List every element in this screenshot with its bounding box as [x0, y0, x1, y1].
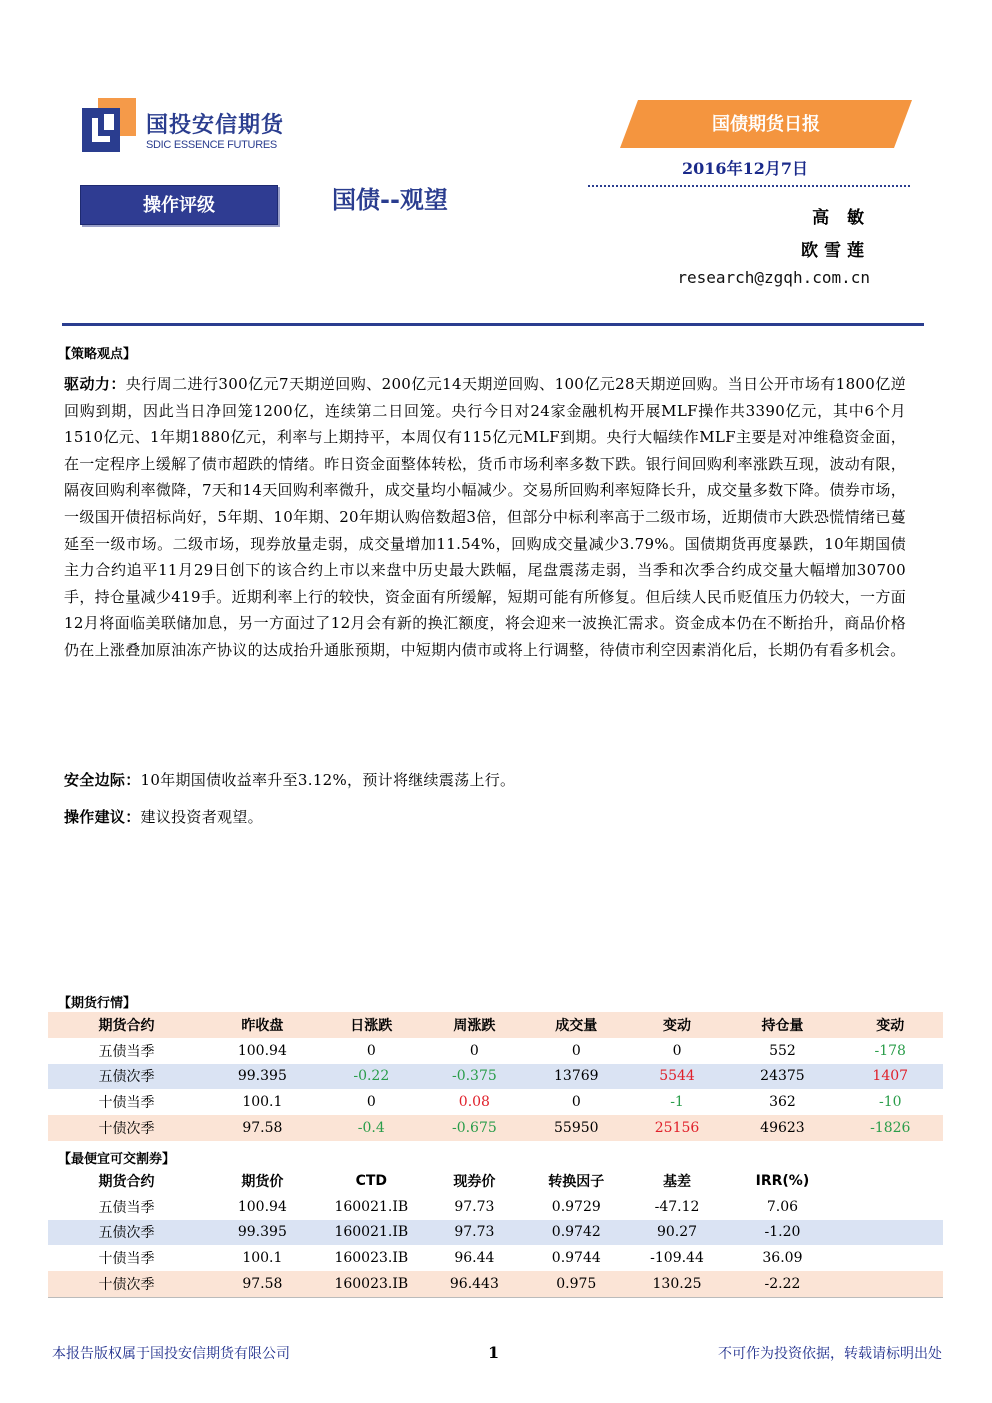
column-header: 期货价 [241, 1173, 284, 1190]
table-cell: 5544 [627, 1064, 728, 1090]
table-cell: 0.975 [526, 1271, 627, 1297]
table-cell: 0 [672, 1042, 682, 1059]
table-row [48, 1038, 943, 1064]
table-cell: 十债当季 [98, 1251, 155, 1268]
table-cell: -1826 [838, 1115, 944, 1141]
column-header: 期货合约 [48, 1012, 205, 1038]
advice-paragraph [64, 804, 906, 831]
table-cell: 0 [366, 1042, 376, 1059]
table-cell [838, 1194, 944, 1220]
table-cell: -0.22 [320, 1064, 423, 1090]
driver-label: 驱动力： [64, 375, 126, 393]
table-cell: 160023.IB [334, 1250, 409, 1267]
market-table-header [48, 1012, 943, 1038]
table-cell: 160021.IB [320, 1220, 423, 1246]
contact-email: research@zgqh.com.cn [677, 268, 870, 287]
table-cell: 五债当季 [98, 1043, 155, 1060]
market-section-title: 【期货行情】 [58, 996, 137, 1011]
column-header: 持仓量 [727, 1012, 837, 1038]
table-cell: 0 [366, 1094, 376, 1111]
column-header: 周涨跌 [423, 1012, 526, 1038]
page-number: 1 [488, 1343, 500, 1362]
company-name-cn: 国投安信期货 [146, 113, 285, 138]
company-logo-icon [82, 98, 136, 152]
column-header: 日涨跌 [320, 1012, 423, 1038]
table-cell: -1 [670, 1094, 684, 1111]
table-cell: 90.27 [627, 1220, 728, 1246]
column-header: 基差 [663, 1173, 692, 1190]
table-cell [838, 1271, 944, 1297]
ctd-section-title: 【最便宜可交割券】 [58, 1152, 176, 1167]
ctd-table [48, 1168, 943, 1298]
rating-title: 国债--观望 [332, 186, 448, 214]
column-header: 现券价 [453, 1173, 496, 1190]
safety-text: 10年期国债收益率升至3.12%，预计将继续震荡上行。 [140, 771, 516, 789]
table-cell: 100.1 [242, 1094, 283, 1111]
column-header: 期货合约 [98, 1173, 155, 1190]
table-cell: 0.9729 [551, 1198, 601, 1215]
strategy-section-title: 【策略观点】 [58, 347, 137, 362]
column-header: 昨收盘 [205, 1012, 320, 1038]
table-cell: -178 [874, 1042, 906, 1059]
table-cell: 160021.IB [334, 1198, 409, 1215]
author-name: 欧雪莲 [801, 241, 870, 261]
table-cell: 十债次季 [48, 1115, 205, 1141]
section-divider [62, 323, 924, 326]
table-cell: 0 [571, 1042, 581, 1059]
table-cell: 552 [769, 1042, 796, 1059]
table-cell: 100.94 [237, 1198, 287, 1215]
rating-label-box: 操作评级 [80, 185, 278, 225]
company-name-en: SDIC ESSENCE FUTURES [146, 139, 277, 151]
safety-paragraph [64, 767, 906, 794]
table-cell: 99.395 [205, 1220, 320, 1246]
table-cell: 7.06 [766, 1198, 799, 1215]
table-cell: -0.4 [320, 1115, 423, 1141]
advice-text: 建议投资者观望。 [140, 808, 263, 826]
driver-paragraph [64, 371, 906, 664]
table-row [48, 1194, 943, 1220]
table-cell: 十债次季 [48, 1271, 205, 1297]
table-cell: 130.25 [627, 1271, 728, 1297]
column-header: 转换因子 [548, 1173, 605, 1190]
table-cell: 0 [571, 1094, 581, 1111]
column-header: 变动 [627, 1012, 728, 1038]
column-header [838, 1168, 944, 1194]
table-cell: -0.675 [423, 1115, 526, 1141]
table-cell: -0.375 [423, 1064, 526, 1090]
footer-copyright: 本报告版权属于国投安信期货有限公司 [52, 1346, 290, 1362]
report-date: 2016年12月7日 [682, 159, 808, 178]
table-cell: 97.58 [205, 1115, 320, 1141]
table-cell: 96.44 [454, 1250, 495, 1267]
table-cell: 0.9744 [551, 1250, 601, 1267]
table-row [48, 1089, 943, 1115]
market-table [48, 1012, 943, 1141]
table-cell: 五债当季 [98, 1199, 155, 1216]
table-cell: 0 [469, 1042, 479, 1059]
table-cell: 97.73 [423, 1220, 526, 1246]
column-header: IRR(%) [755, 1172, 810, 1189]
column-header: CTD [355, 1172, 388, 1189]
table-cell: 55950 [526, 1115, 627, 1141]
table-row [48, 1115, 943, 1141]
column-header: 成交量 [526, 1012, 627, 1038]
table-cell: 五债次季 [48, 1064, 205, 1090]
table-cell: -2.22 [727, 1271, 837, 1297]
table-cell: 25156 [627, 1115, 728, 1141]
table-row [48, 1220, 943, 1246]
table-cell: 100.1 [242, 1250, 283, 1267]
report-name: 国债期货日报 [712, 114, 820, 135]
table-cell: 1407 [838, 1064, 944, 1090]
ctd-table-header [48, 1168, 943, 1194]
advice-label: 操作建议： [64, 808, 141, 826]
column-header: 变动 [838, 1012, 944, 1038]
table-row [48, 1245, 943, 1271]
table-cell: -1.20 [727, 1220, 837, 1246]
table-cell: 36.09 [762, 1250, 803, 1267]
table-cell: 24375 [727, 1064, 837, 1090]
table-cell: 十债当季 [98, 1095, 155, 1112]
table-cell: -10 [878, 1094, 902, 1111]
table-cell: 0.08 [458, 1094, 490, 1111]
table-cell: 100.94 [237, 1042, 287, 1059]
safety-label: 安全边际： [64, 771, 141, 789]
table-cell: -47.12 [654, 1198, 700, 1215]
table-cell [838, 1245, 944, 1271]
table-row [48, 1064, 943, 1090]
table-cell: 160023.IB [320, 1271, 423, 1297]
table-cell: 97.73 [454, 1198, 495, 1215]
author-name: 高 敏 [812, 208, 870, 228]
table-cell: 97.58 [205, 1271, 320, 1297]
table-cell: 362 [769, 1094, 796, 1111]
table-cell: 五债次季 [48, 1220, 205, 1246]
table-cell: 0.9742 [526, 1220, 627, 1246]
header-divider [588, 185, 910, 187]
table-cell: 96.443 [423, 1271, 526, 1297]
table-cell: 13769 [526, 1064, 627, 1090]
table-cell: 49623 [727, 1115, 837, 1141]
footer-disclaimer: 不可作为投资依据，转载请标明出处 [718, 1346, 942, 1362]
table-row [48, 1271, 943, 1297]
table-cell [838, 1220, 944, 1246]
table-cell: 99.395 [205, 1064, 320, 1090]
driver-text: 央行周二进行300亿元7天期逆回购、200亿元14天期逆回购、100亿元28天期逆回购。当日公开市场有1800亿逆回购到期，因此当日净回笼1200亿，连续第二日回笼。央行今日对24家金融机构开展MLF操作共3390亿元，其中6个月1510亿元、1年期1880亿元，利率与上期持平，本周仅有115亿元MLF到期。央行大幅续作MLF主要是对冲维稳资金面，在一定程序上缓解了债市超跌的情绪。昨日资金面整体转松，货币市场利率多数下跌。银行间回购利率涨跌互现，波动有限，隔夜回购利率微降，7天和14天回购利率微升，成交量均小幅减少。交易所回购利率短降长升，成交量多数下降。债券市场，一级国开债招标尚好，5年期、10年期、20年期认购倍数超3倍，但部分中标利率高于二级市场，近期债市大跌恐慌情绪已蔓延至一级市场。二级市场，现券放量走弱，成交量增加11.54%，回购成交量减少3.79%。国债期货再度暴跌，10年期国债主力合约追平11月29日创下的该合约上市以来盘中历史最大跌幅，尾盘震荡走弱，当季和次季合约成交量大幅增加30700手，持仓量减少419手。近期利率上行的较快，资金面有所缓解，短期可能有所修复。但后续人民币贬值压力仍较大，一方面12月将面临美联储加息，另一方面过了12月会有新的换汇额度，将会迎来一波换汇需求。资金成本仍在不断抬升，商品价格仍在上涨叠加原油冻产协议的达成抬升通胀预期，中短期内债市或将上行调整，待债市利空因素消化后，长期仍有看多机会。 [64, 375, 906, 659]
table-cell: -109.44 [650, 1250, 704, 1267]
